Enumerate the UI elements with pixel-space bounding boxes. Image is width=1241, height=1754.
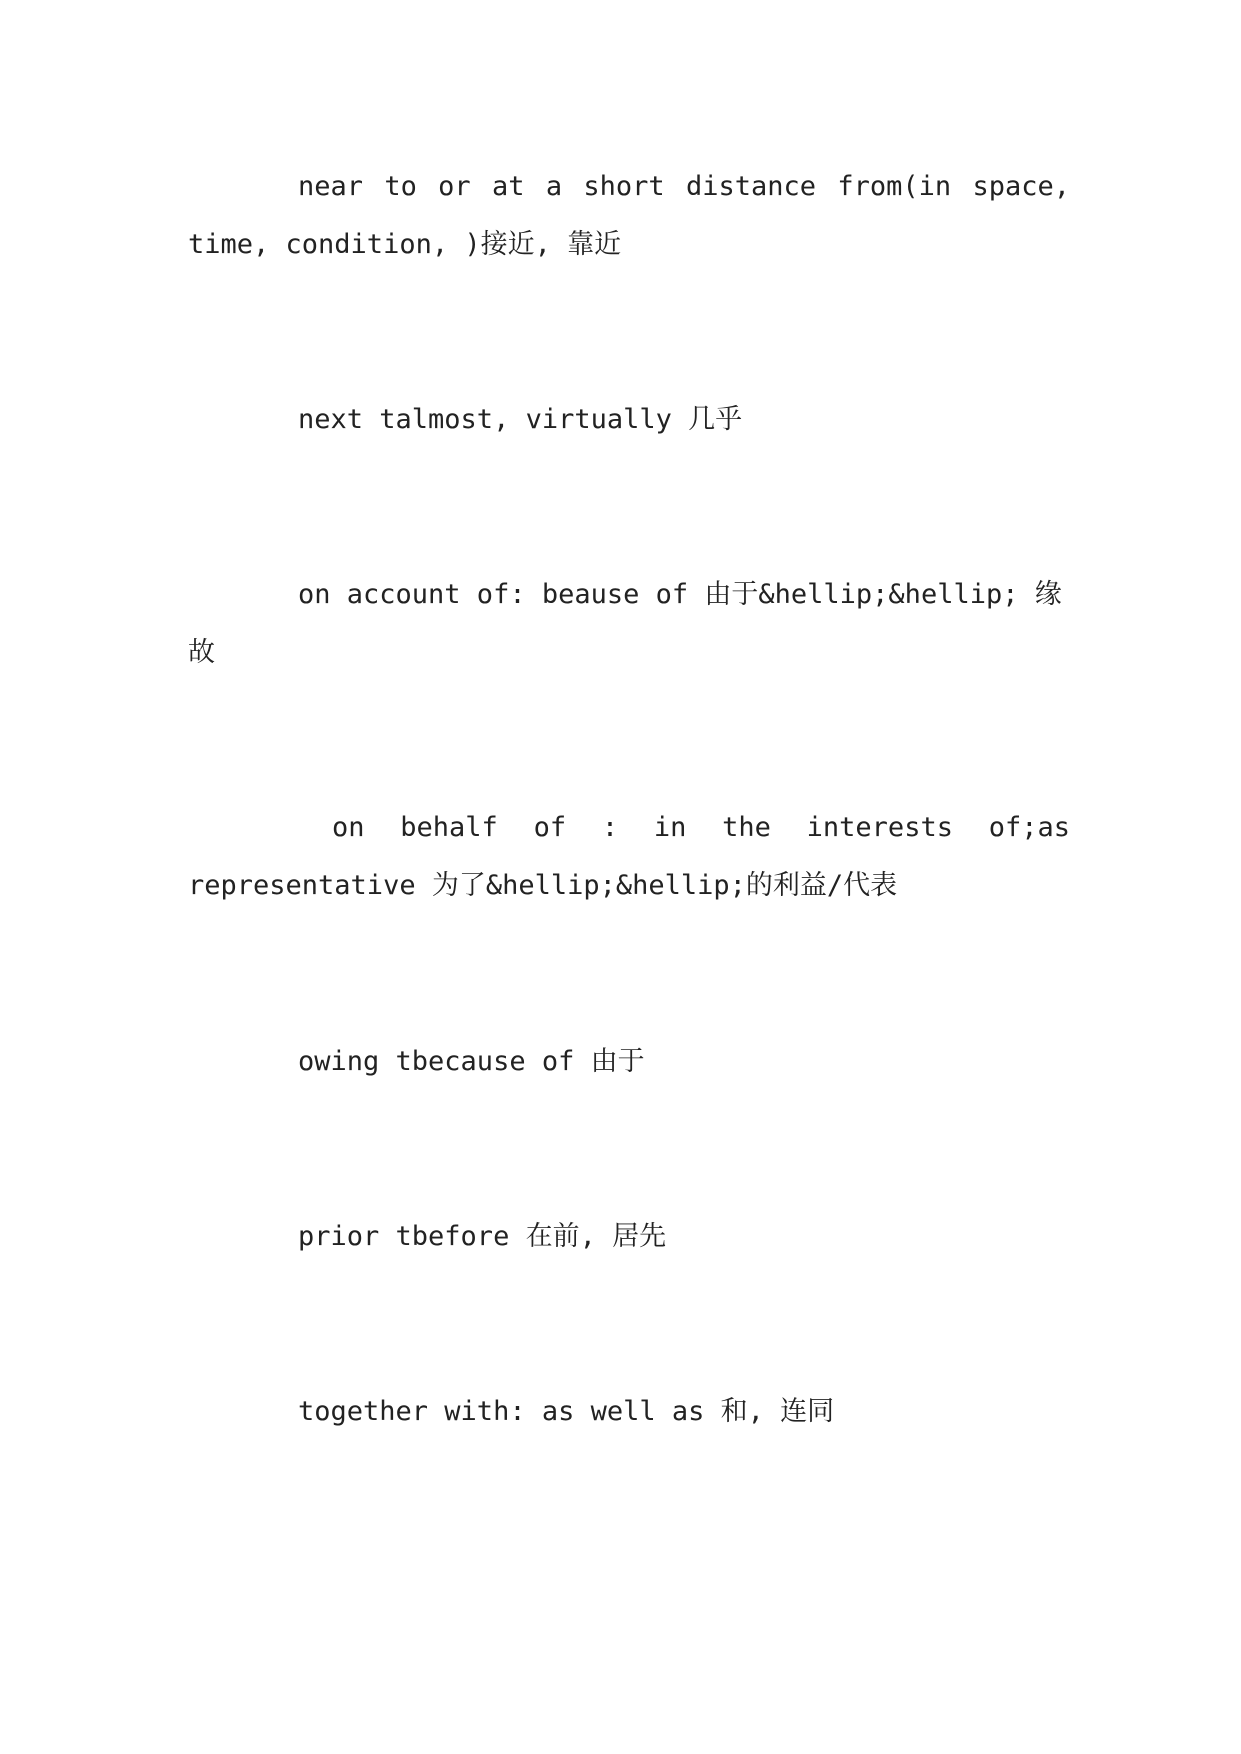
entry-on-behalf-of: on behalf of : in the interests of;as representative 为了&hellip;&hellip;的利益/代表 bbox=[188, 812, 1070, 901]
entry-near-to: near to or at a short distance from(in space, time, condition, )接近, 靠近 bbox=[188, 171, 1070, 260]
entry-together-with: together with: as well as 和, 连同 bbox=[298, 1396, 835, 1427]
entry-prior-to: prior tbefore 在前, 居先 bbox=[298, 1221, 667, 1252]
entry-on-account-of: on account of: beause of 由于&hellip;&hellip; 缘故 bbox=[188, 579, 1062, 668]
entry-next-to: next talmost, virtually 几乎 bbox=[298, 404, 743, 435]
entry-owing-to: owing tbecause of 由于 bbox=[298, 1046, 645, 1077]
